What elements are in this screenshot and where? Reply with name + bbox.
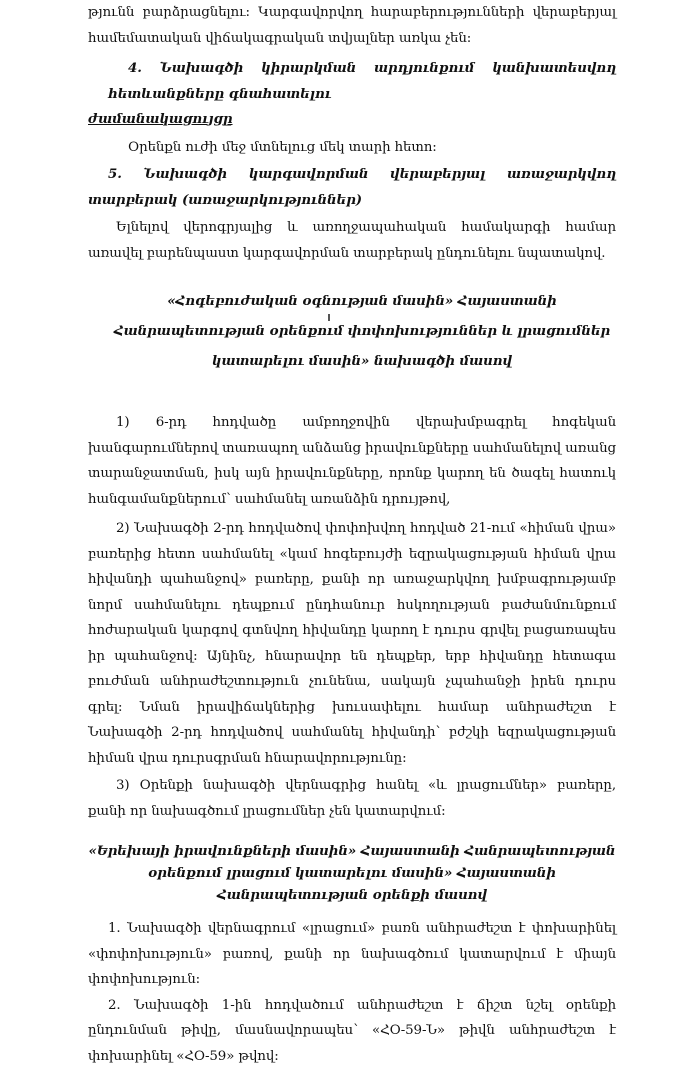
stray-mark bbox=[328, 314, 330, 321]
numbered-item-2: 2. Նախագծի 1-ին հոդվածում անհրաժեշտ է ճիշտ նշել օրենքի ընդունման թիվը, մասնավորապես՝ «ՀՕ-59-Ն» թիվն անհրաժեշտ է փոխարինել «ՀՕ-59» թվով: bbox=[88, 993, 616, 1069]
section-5-text: Ելնելով վերոգրյալից և առողջապահական համակարգի համար առավել բարենպաստ կարգավորման տարբերակ ընդունելու նպատակով. bbox=[88, 215, 616, 266]
item-1: 1) 6-րդ հոդվածը ամբողջովին վերախմբագրել հոգեկան խանգարումներով տառապող անձանց իրավունքները սահմանելով առանց տարանջատման, իսկ այն իրավունքները, որոնք կարող են ծագել հատուկ հանգամանքներում՝ սահմանել առանձին դրույթով, bbox=[88, 410, 616, 512]
item-3: 3) Օրենքի նախագծի վերնագրից հանել «և լրացումներ» բառերը, քանի որ նախագծում լրացումներ չեն կատարվում: bbox=[88, 773, 616, 824]
section-4-text: Օրենքն ուժի մեջ մտնելուց մեկ տարի հետո: bbox=[108, 135, 616, 161]
subsection-heading-psychiatric-law: «Հոգեբուժական օգնության մասին» Հայաստանի Հանրապետության օրենքում փոփոխություններ և լրացումներ կատարելու մասին» նախագծի մասով bbox=[108, 286, 616, 376]
section-5-heading: 5. Նախագծի կարգավորման վերաբերյալ առաջարկվող տարբերակ (առաջարկություններ) bbox=[88, 162, 616, 213]
section-4-heading-line-1: 4. Նախագծի կիրարկման արդյունքում կանխատեսվող հետևանքները գնահատելու bbox=[108, 56, 616, 107]
item-2: 2) Նախագծի 2-րդ հոդվածով փոփոխվող հոդված 21-ում «հիման վրա» բառերից հետո սահմանել «կամ հոգեբույժի եզրակացության հիման վրա հիվանդի պահանջով» բառերը, քանի որ առաջարկվող խմբագրությամբ նորմ սահմանելու դեպքում ընդհանուր հսկողության բաժանմունքում հոժարական կարգով գտնվող հիվանդը կարող է դուրս գրվել բացառապես իր պահանջով: Այնինչ, հնարավոր են դեպքեր, երբ հիվանդը հետագա բուժման անհրաժեշտություն չունենա, սակայն չպահանջի իրեն դուրս գրել: Նման իրավիճակներից խուսափելու համար անհրաժեշտ է Նախագծի 2-րդ հոդվածով սահմանել հիվանդի՝ բժշկի եզրակացության հիման վրա դուրսգրման հնարավորությունը: bbox=[88, 516, 616, 771]
subsection-heading-child-rights-law: «Երեխայի իրավունքների մասին» Հայաստանի Հանրապետության օրենքում լրացում կատարելու մասին» Հայաստանի Հանրապետության օրենքի մասով bbox=[88, 840, 616, 906]
numbered-item-1: 1. Նախագծի վերնագրում «լրացում» բառն անհրաժեշտ է փոխարինել «փոփոխություն» բառով, քանի որ նախագծում կատարվում է միայն փոփոխություն: bbox=[88, 916, 616, 993]
paragraph-intro-continued: թյունն բարձրացնելու: Կարգավորվող հարաբերությունների վերաբերյալ համեմատական վիճակագրական տվյալներ առկա չեն: bbox=[88, 0, 616, 51]
section-4-heading-line-2: ժամանակացույցը bbox=[88, 107, 616, 133]
